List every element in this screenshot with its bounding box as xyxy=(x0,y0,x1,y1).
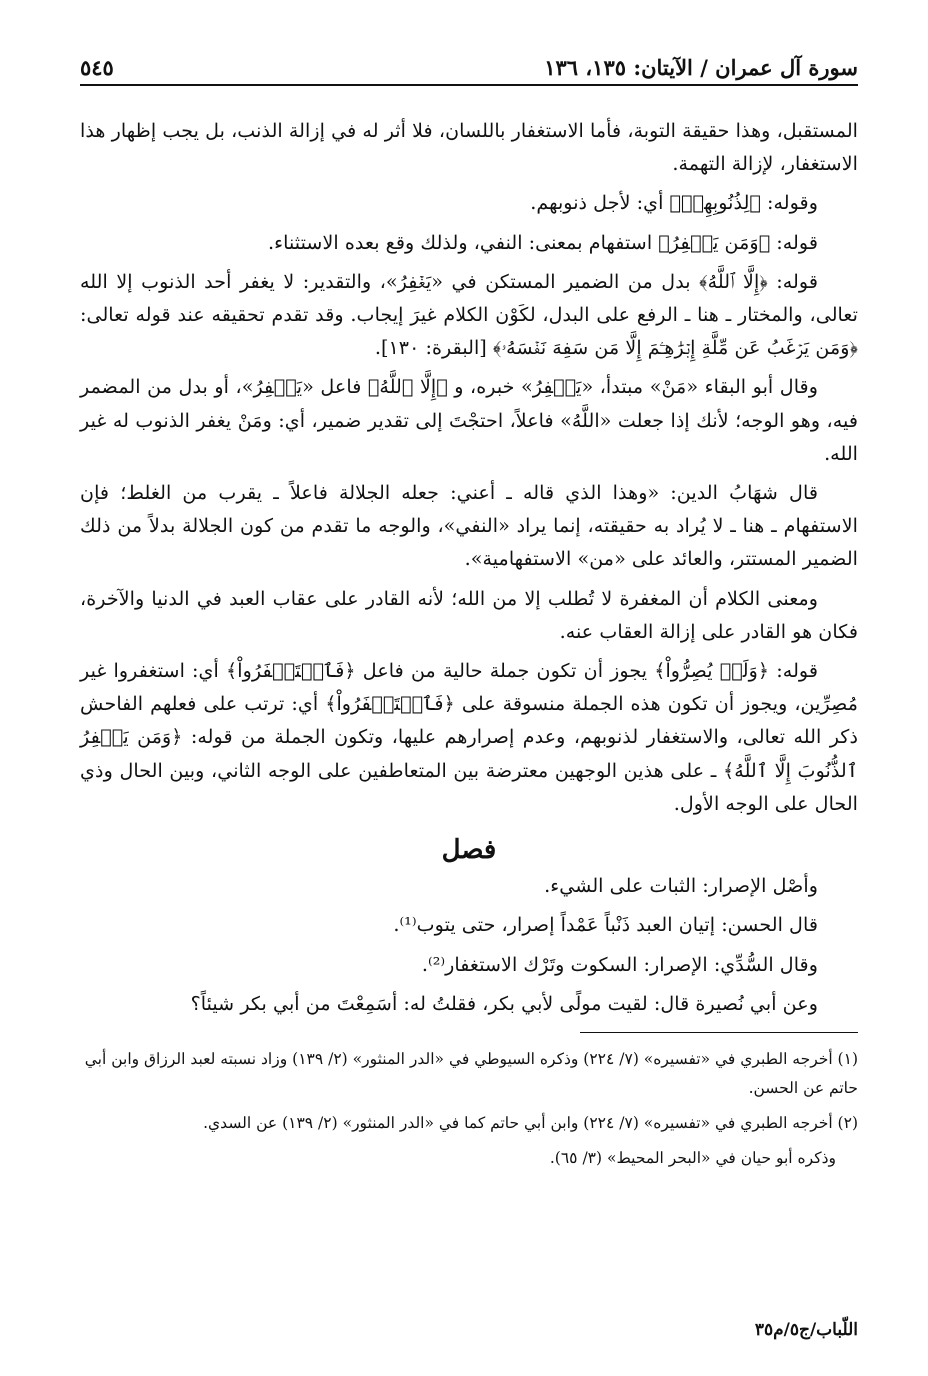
footnotes xyxy=(80,1045,858,1173)
paragraph: وقال السُّدِّي: الإصرار: السكوت وتَرْك الاستغفار⁽²⁾. xyxy=(421,952,818,976)
footnote-separator xyxy=(580,1032,858,1033)
paragraph: قوله: ﴿وَلَمۡ يُصِرُّواْ﴾ يجوز أن تكون جملة حالية من فاعل ﴿فَٱسۡتَغۡفَرُواْ﴾ أي: استغفروا غير مُصِرِّين، ويجوز أن تكون هذه الجملة منسوقة على ﴿فَٱسۡتَغۡفَرُواْ﴾ أي: ترتب على فعلهم الفاحش ذكر الله تعالى، والاستغفار لذنوبهم، وعدم إصرارهم عليها، وتكون الجملة من قوله: ﴿وَمَن يَغۡفِرُ ٱلذُّنُوبَ إِلَّا ٱللَّهُ﴾ ـ على هذين الوجهين معترضة بين المتعاطفين على الوجه الثاني، وبين الحال وذي الحال على الوجه الأول. xyxy=(80,659,858,815)
paragraph: وقوله: ﴿لِذُنُوبِهِمۡ﴾ أي: لأجل ذنوبهم. xyxy=(530,191,818,215)
paragraph: ومعنى الكلام أن المغفرة لا تُطلب إلا من الله؛ لأنه القادر على عقاب العبد في الدنيا والآخرة، فكان هو القادر على إزالة العقاب عنه. xyxy=(80,586,858,643)
page-number: ٥٤٥ xyxy=(80,55,114,80)
footnote: (١) أخرجه الطبري في «تفسيره» (٧/ ٢٢٤) وذكره السيوطي في «الدر المنثور» (٢/ ١٣٩) وزاد نسبته لعبد الرزاق وابن أبي حاتم عن الحسن. xyxy=(84,1050,858,1098)
footnote-continuation: وذكره أبو حيان في «البحر المحيط» (٣/ ٦٥). xyxy=(549,1149,836,1168)
paragraph: قال الحسن: إتيان العبد ذَنْباً عَمْداً إصرار، حتى يتوب⁽¹⁾. xyxy=(393,913,818,937)
section-heading: فصل xyxy=(441,835,497,866)
paragraph: قال شهَابُ الدين: «وهذا الذي قاله ـ أعني: جعله الجلالة فاعلاً ـ يقرب من الغلط؛ فإن الاستفهام ـ هنا ـ لا يُراد به حقيقته، إنما يراد «النفي»، والوجه ما تقدم من كون الجلالة بدلاً من ذلك الضمير المستتر، والعائد على «من» الاستفهامية». xyxy=(80,481,858,571)
paragraph: المستقبل، وهذا حقيقة التوبة، فأما الاستغفار باللسان، فلا أثر له في إزالة الذنب، بل يجب إظهار هذا الاستغفار، لإزالة التهمة. xyxy=(80,119,858,176)
paragraph: وأصْل الإصرار: الثبات على الشيء. xyxy=(544,874,818,898)
header-title: سورة آل عمران / الآيتان: ١٣٥، ١٣٦ xyxy=(544,55,858,80)
paragraph: وعن أبي نُصيرة قال: لقيت مولًى لأبي بكر، فقلتُ له: أسَمِعْتَ من أبي بكر شيئاً؟ xyxy=(190,991,818,1015)
running-header xyxy=(80,48,858,86)
printer-signature: اللّباب/ج٥/م٣٥ xyxy=(754,1320,858,1340)
paragraph: قوله: ﴿وَمَن يَغۡفِرُ﴾ استفهام بمعنى: النفي، ولذلك وقع بعده الاستثناء. xyxy=(268,230,818,254)
paragraph: وقال أبو البقاء «مَنْ» مبتدأ، «يَغۡفِرُ» خبره، و ﴿إِلَّا ٱللَّهُ﴾ فاعل «يَغۡفِرُ»، أو بدل من المضمر فيه، وهو الوجه؛ لأنك إذا جعلت «اللَّهُ» فاعلاً، احتجْتَ إلى تقدير ضمير، أي: ومَنْ يغفر الذنوب له غير الله. xyxy=(80,375,858,465)
book-page xyxy=(80,48,858,1376)
main-text xyxy=(80,114,858,1020)
paragraph: قوله: ﴿إِلَّا ٱللَّهُ﴾ بدل من الضمير المستكن في «يَغۡفِرُ»، والتقدير: لا يغفر أحد الذنوب إلا الله تعالى، والمختار ـ هنا ـ الرفع على البدل، لكَوْن الكلام غيرَ إيجاب. وقد تقدم تحقيقه عند قوله تعالى: ﴿وَمَن يَرۡغَبُ عَن مِّلَّةِ إِبۡرَٰهِـۧمَ إِلَّا مَن سَفِهَ نَفۡسَهُۥ﴾ [البقرة: ١٣٠]. xyxy=(80,269,858,360)
footnote: (٢) أخرجه الطبري في «تفسيره» (٧/ ٢٢٤) وابن أبي حاتم كما في «الدر المنثور» (٢/ ١٣٩) عن السدي. xyxy=(203,1114,858,1133)
